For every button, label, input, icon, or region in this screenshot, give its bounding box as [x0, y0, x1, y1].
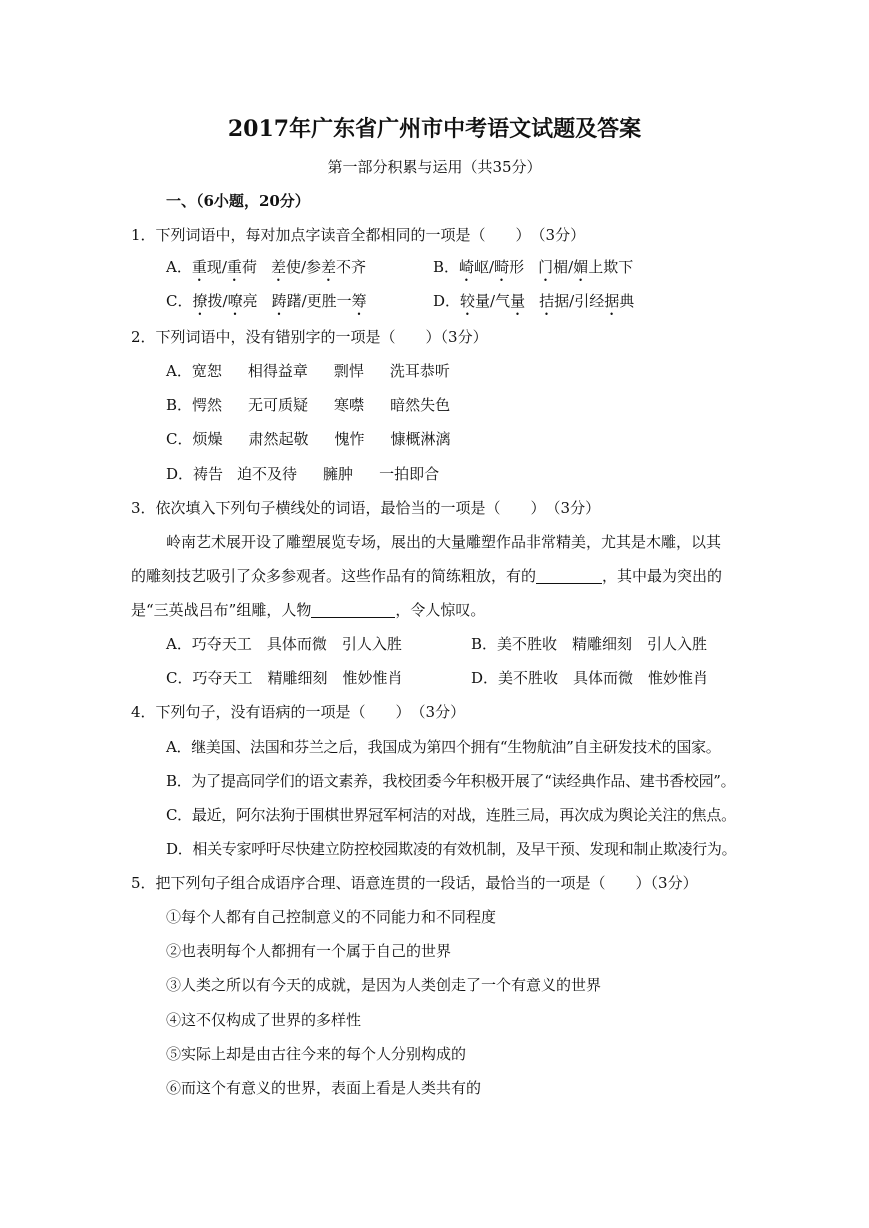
q1-option-d: D．较量/气量 拮据/引经据典 [433, 292, 635, 310]
question-3-stem: 3．依次填入下列句子横线处的词语，最恰当的一项是（ ） （3分） [131, 499, 601, 517]
q4-option-c: C．最近，阿尔法狗于围棋世界冠军柯洁的对战，连胜三局，再次成为舆论关注的焦点。 [166, 806, 736, 824]
question-1-stem: 1．下列词语中，每对加点字读音全都相同的一项是（ ） （3分） [131, 226, 586, 244]
q5-item-4: ④这不仅构成了世界的多样性 [166, 1011, 362, 1029]
q2-option-b: B．愕然 无可质疑 寒噤 暗然失色 [166, 396, 451, 414]
q2-option-d: D．祷告 迫不及待 臃肿 一拍即合 [166, 465, 440, 483]
q2-option-c: C．烦燥 肃然起敬 愧怍 慷概淋漓 [166, 430, 451, 448]
q3-blank-2 [536, 566, 602, 584]
section-heading: 一、（6小题，20分） [166, 192, 310, 210]
question-4-stem: 4．下列句子，没有语病的一项是（ ） （3分） [131, 703, 466, 721]
q1-option-a: A．重现/重荷 差使/参差不齐 [166, 258, 367, 276]
q1-option-c: C．撩拨/嘹亮 踌躇/更胜一筹 [166, 292, 367, 310]
q1-option-b: B．崎岖/畸形 门楣/媚上欺下 [433, 258, 634, 276]
q2-option-a: A．宽恕 相得益章 剽悍 洗耳恭听 [166, 362, 450, 380]
q4-option-a: A．继美国、法国和芬兰之后，我国成为第四个拥有“生物航油”自主研发技术的国家。 [166, 738, 721, 756]
q5-item-2: ②也表明每个人都拥有一个属于自己的世界 [166, 942, 452, 960]
q3-passage-line-1: 岭南艺术展开设了雕塑展览专场，展出的大量雕塑作品非常精美，尤其是木雕，以其 [166, 533, 722, 551]
q5-item-5: ⑤实际上却是由古往今来的每个人分别构成的 [166, 1045, 467, 1063]
q3-option-a: A．巧夺天工 具体而微 引人入胜 [166, 635, 402, 653]
q4-option-b: B．为了提高同学们的语文素养，我校团委今年积极开展了“读经典作品、建书香校园”。 [166, 772, 736, 790]
question-2-stem: 2．下列词语中，没有错别字的一项是（ ）（3分） [131, 328, 488, 346]
q5-item-6: ⑥而这个有意义的世界，表面上看是人类共有的 [166, 1079, 482, 1097]
question-5-stem: 5．把下列句子组合成语序合理、语意连贯的一段话，最恰当的一项是（ ）（3分） [131, 874, 698, 892]
document-title: 2017年广东省广州市中考语文试题及答案 [227, 116, 642, 142]
q5-item-3: ③人类之所以有今天的成就，是因为人类创走了一个有意义的世界 [166, 976, 602, 994]
q5-item-1: ①每个人都有自己控制意义的不同能力和不同程度 [166, 908, 497, 926]
q4-option-d: D．相关专家呼吁尽快建立防控校园欺凌的有效机制，及早干预、发现和制止欺凌行为。 [166, 840, 737, 858]
q3-passage-line-2: 的雕刻技艺吸引了众多参观者。这些作品有的简练粗放，有的 ，其中最为突出的 [131, 567, 723, 585]
q3-option-b: B．美不胜收 精雕细刻 引人入胜 [471, 635, 708, 653]
q3-passage-line-3: 是“三英战吕布”组雕，人物 ，令人惊叹。 [131, 601, 486, 619]
part-heading: 第一部分积累与运用（共35分） [327, 158, 542, 176]
q3-blank-3 [311, 600, 395, 618]
q3-option-d: D．美不胜收 具体而微 惟妙惟肖 [471, 669, 709, 687]
q3-option-c: C．巧夺天工 精雕细刻 惟妙惟肖 [166, 669, 403, 687]
